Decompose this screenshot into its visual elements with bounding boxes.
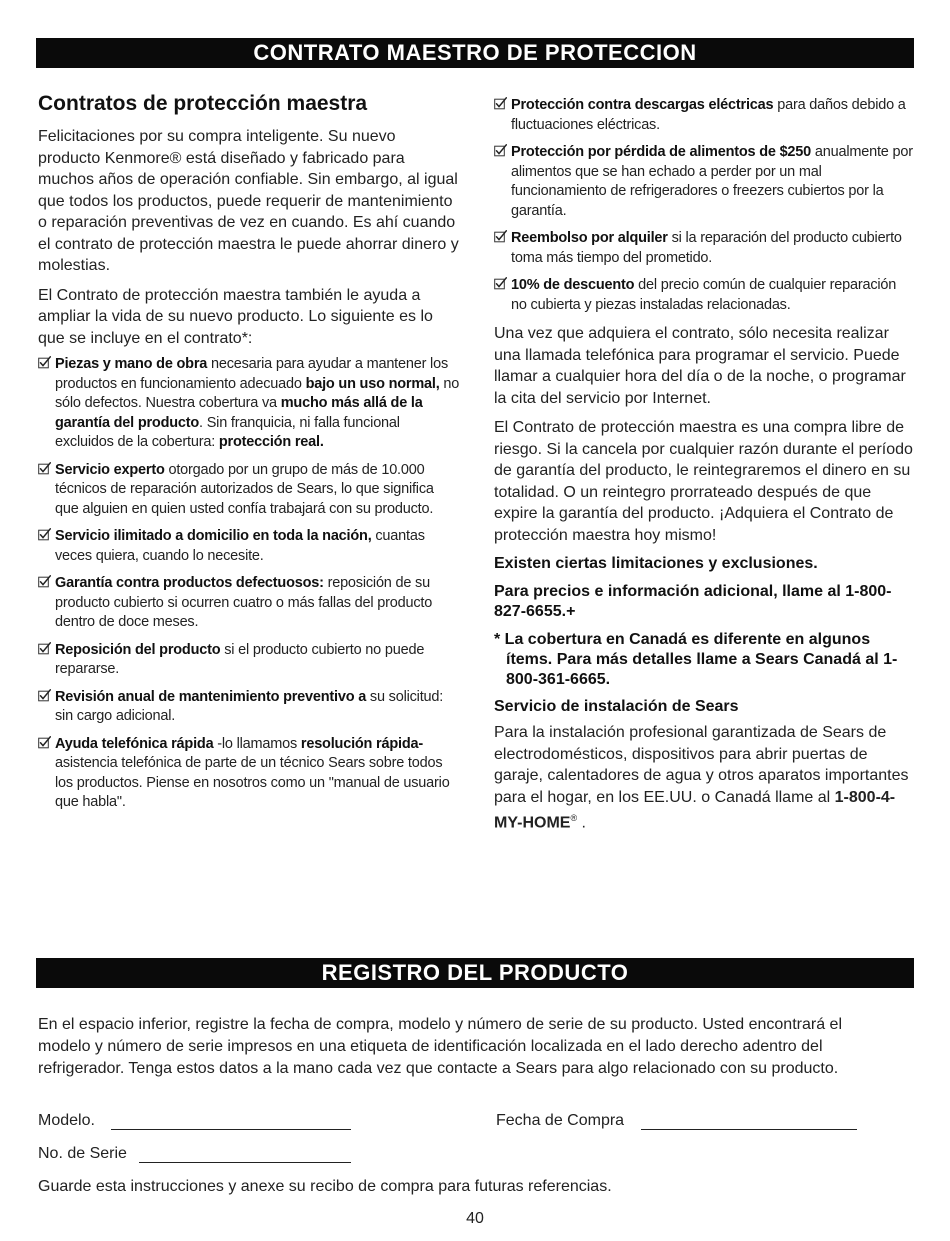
- purchase-date-label: Fecha de Compra: [496, 1112, 625, 1129]
- benefit-item: [38, 574, 460, 633]
- benefit-bold-text: Protección por pérdida de alimentos de $250: [511, 144, 812, 160]
- benefit-bold-text: Protección contra descargas eléctricas: [511, 97, 774, 113]
- registered-mark: ®: [570, 813, 578, 823]
- checkbox-check-icon: [38, 462, 51, 475]
- risk-free-paragraph: El Contrato de protección maestra es una compra libre de riesgo. Si la cancela por cualquier razón durante el período de garantía del producto, le reintegraremos el dinero en su totalidad. O un reintegro prorrateado después de que expire la garantía del producto. ¡Adquiera el Contrato de protección maestra hoy mismo!: [494, 419, 913, 544]
- checkbox-check-icon: [38, 575, 51, 588]
- installation-heading: Servicio de instalación de Sears: [494, 698, 739, 715]
- benefit-bold-text: Servicio experto: [55, 461, 165, 478]
- benefit-text: reposición de su producto cubierto si ocurren cuatro o más fallas del producto dentro de doce meses.: [55, 575, 433, 630]
- registration-block: [38, 1014, 898, 1080]
- page-number: 40: [466, 1210, 484, 1227]
- benefit-bold-text: Reembolso por alquiler: [511, 230, 668, 246]
- benefit-bold-text: Garantía contra productos defectuosos:: [55, 575, 324, 591]
- benefit-bold-text: Ayuda telefónica rápida: [55, 735, 214, 752]
- benefit-item: [494, 229, 914, 268]
- installation-phone: 1-800-4-MY-HOME: [494, 788, 896, 832]
- checkbox-check-icon: [38, 528, 51, 541]
- checkbox-check-icon: [494, 277, 507, 290]
- checkbox-check-icon: [494, 144, 507, 157]
- benefit-bold-text: Piezas y mano de obra: [55, 356, 208, 372]
- model-line[interactable]: [111, 1113, 351, 1130]
- left-benefit-list: [38, 355, 460, 813]
- benefit-item: [494, 276, 914, 315]
- benefit-text: asistencia telefónica de parte de un técnico Sears sobre todos los productos. Piense en nosotros como un "manual de usuario que habla".: [55, 755, 450, 810]
- canada-note: * La cobertura en Canadá es diferente en algunos ítems. Para más detalles llame a Sears Canadá al 1-800-361-6665.: [494, 631, 898, 688]
- purchase-date-line[interactable]: [641, 1113, 857, 1130]
- benefit-item: [38, 527, 460, 566]
- serial-line[interactable]: [139, 1146, 351, 1163]
- benefit-bold-text: mucho más allá de la garantía del producto: [55, 395, 423, 431]
- benefit-item: [38, 461, 460, 520]
- footer-note: Guarde esta instrucciones y anexe su recibo de compra para futuras referencias.: [38, 1178, 612, 1195]
- model-label: Modelo.: [38, 1112, 95, 1129]
- model-field: [38, 1112, 351, 1130]
- benefit-bold-text: bajo un uso normal,: [305, 375, 440, 392]
- call-paragraph: Una vez que adquiera el contrato, sólo necesita realizar una llamada telefónica para programar el servicio. Puede llamar a cualquier hora del día o de la noche, o programar la cita del servicio por Internet.: [494, 325, 906, 407]
- benefit-bold-text: Servicio ilimitado a domicilio en toda la nación,: [55, 528, 372, 544]
- benefit-text: necesaria para ayudar a mantener los productos en funcionamiento adecuado: [55, 356, 448, 392]
- limitations-note: Existen ciertas limitaciones y exclusiones.: [494, 555, 818, 572]
- benefit-bold-text: 10% de descuento: [511, 277, 635, 293]
- benefit-text: del precio común de cualquier reparación no cubierta y piezas instaladas relacionadas.: [511, 277, 897, 313]
- benefit-text: su solicitud: sin cargo adicional.: [55, 688, 444, 724]
- installation-text: Para la instalación profesional garantizada de Sears de electrodomésticos, dispositivos para abrir puertas de garaje, calentadores de agua y otros aparatos importantes para el hogar, en los EE.UU. o Canadá llame al: [494, 724, 909, 806]
- benefit-bold-text: Reposición del producto: [55, 641, 221, 658]
- registration-banner: REGISTRO DEL PRODUCTO: [36, 958, 914, 988]
- intro-paragraph-2: El Contrato de protección maestra también le ayuda a ampliar la vida de su nuevo producto. Lo siguiente es lo que se incluye en el contrato*:: [38, 286, 433, 347]
- checkbox-check-icon: [38, 356, 51, 369]
- purchase-date-field: [496, 1112, 857, 1130]
- left-column: [38, 92, 460, 821]
- checkbox-check-icon: [38, 642, 51, 655]
- right-benefit-list: [494, 96, 914, 315]
- contract-heading: Contratos de protección maestra: [38, 92, 368, 115]
- benefit-text: -lo llamamos: [213, 735, 301, 752]
- benefit-text: no sólo defectos. Nuestra cobertura va: [55, 375, 460, 411]
- benefit-item: [38, 355, 460, 453]
- benefit-bold-text: Revisión anual de mantenimiento preventivo a: [55, 688, 367, 705]
- serial-label: No. de Serie: [38, 1145, 127, 1162]
- benefit-item: [38, 688, 460, 727]
- benefit-text: si el producto cubierto no puede repararse.: [55, 641, 425, 677]
- benefit-text: anualmente por alimentos que se han echado a perder por un mal funcionamiento de refrigeradores o freezers cubiertos por la garantía.: [511, 144, 913, 219]
- benefit-text: si la reparación del producto cubierto toma más tiempo del prometido.: [511, 230, 902, 266]
- pricing-note: Para precios e información adicional, llame al 1-800-827-6655.+: [494, 583, 892, 620]
- benefit-item: [38, 641, 460, 680]
- intro-paragraph-1: Felicitaciones por su compra inteligente. Su nuevo producto Kenmore® está diseñado y fabricado para muchos años de operación confiable. Sin embargo, al igual que todos los productos, puede requerir de mantenimiento o reparación preventivas de vez en cuando. Es ahí cuando el contrato de protección maestra le puede ahorrar dinero y molestias.: [38, 128, 459, 274]
- benefit-bold-text: protección real.: [218, 434, 324, 450]
- checkbox-check-icon: [38, 689, 51, 702]
- benefit-bold-text: resolución rápida-: [300, 735, 423, 752]
- installation-paragraph: [494, 722, 914, 834]
- benefit-text: otorgado por un grupo de más de 10.000 técnicos de reparación autorizados de Sears, lo que significa que alguien en quien usted confía trabajará con su producto.: [55, 461, 434, 517]
- serial-field: [38, 1145, 351, 1163]
- benefit-item: [494, 143, 914, 221]
- registration-text: En el espacio inferior, registre la fecha de compra, modelo y número de serie de su producto. Usted encontrará el modelo y número de serie impresos en una etiqueta de identificación localizada en el lado derecho adentro del refrigerador. Tenga estos datos a la mano cada vez que contacte a Sears para algo relacionado con su producto.: [38, 1016, 842, 1077]
- benefit-item: [38, 735, 460, 813]
- installation-end: .: [577, 814, 586, 832]
- checkbox-check-icon: [494, 230, 507, 243]
- benefit-text: . Sin franquicia, ni falla funcional excluidos de la cobertura:: [55, 414, 400, 450]
- contract-banner: CONTRATO MAESTRO DE PROTECCION: [36, 38, 914, 68]
- right-column: [494, 96, 914, 842]
- benefit-text: para daños debido a fluctuaciones eléctricas.: [511, 97, 906, 133]
- benefit-text: cuantas veces quiera, cuando lo necesite.: [55, 528, 425, 564]
- checkbox-check-icon: [494, 97, 507, 110]
- checkbox-check-icon: [38, 736, 51, 749]
- benefit-item: [494, 96, 914, 135]
